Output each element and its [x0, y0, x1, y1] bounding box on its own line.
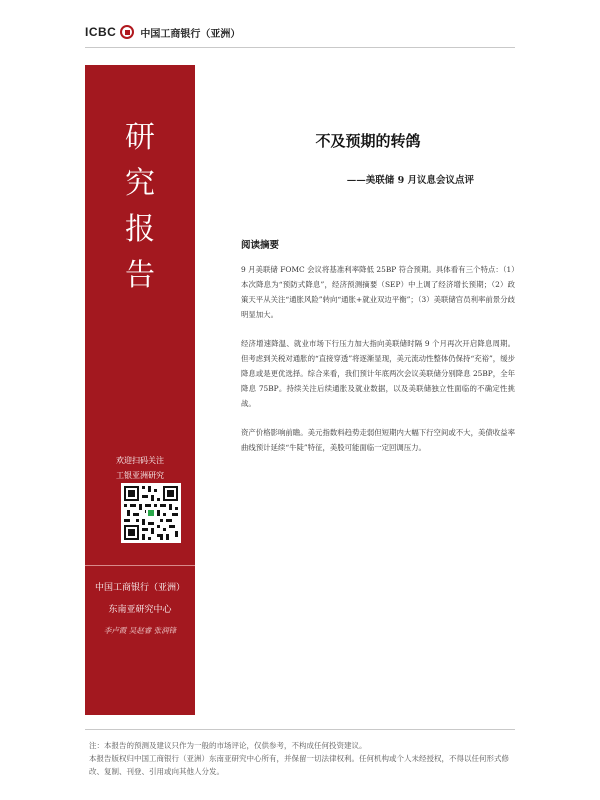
footer-disclaimer — [89, 739, 515, 778]
qr-caption-line: 欢迎扫码关注 — [116, 456, 164, 465]
logo-chinese: 中国工商银行（亚洲） — [140, 28, 241, 40]
organization — [85, 577, 195, 621]
org-name: 中国工商银行（亚洲） — [94, 583, 185, 593]
sidebar — [85, 65, 195, 715]
sidebar-title-char: 报 — [125, 212, 155, 247]
abstract-heading: 阅读摘要 — [241, 240, 280, 251]
sidebar-title-char: 研 — [125, 120, 155, 155]
header-divider — [85, 47, 515, 48]
abstract-paragraph: 经济增速降温、就业市场下行压力加大指向美联储时隔 9 个月再次开启降息周期。但考虑到关税对通胀的“直接穿透”将逐渐显现，美元流动性整体仍保持“充裕”，缓步降息或是更优选择。综合来看，我们预计年底两次会议美联储分别降息 25BP，全年降息 75BP。持续关注后续通胀及就业数据，以及美联储独立性面临的不确定性挑战。 — [241, 339, 515, 408]
sidebar-title-char: 究 — [125, 166, 155, 201]
sidebar-title — [85, 115, 195, 299]
abstract-paragraph: 9 月美联储 FOMC 会议将基准利率降低 25BP 符合预期。具体看有三个特点：（1）本次降息为“预防式降息”，经济预测摘要（SEP）中上调了经济增长预期；（2）政策天平从关注“通胀风险”转向“通胀+就业双边平衡”；（3）美联储官员利率前景分歧明显加大。 — [241, 265, 515, 319]
org-department: 东南亚研究中心 — [108, 605, 172, 615]
abstract-paragraph: 资产价格影响前瞻。美元指数料趋势走弱但短期内大幅下行空间或不大，美债收益率曲线预计延续“牛陡”特征，美股可能面临一定回调压力。 — [241, 428, 515, 452]
report-title: 不及预期的转鸽 — [315, 132, 421, 150]
sidebar-divider — [85, 565, 195, 566]
qr-caption — [85, 453, 195, 483]
authors: 李卢霞 吴赵睿 张润锋 — [103, 626, 177, 635]
logo-latin: ICBC — [85, 25, 117, 39]
page-header — [85, 18, 515, 46]
footer-divider — [85, 729, 515, 730]
abstract-body — [241, 262, 515, 469]
disclaimer-line: 注：本报告的预测及建议只作为一般的市场评论，仅供参考，不构成任何投资建议。 — [89, 741, 367, 750]
report-subtitle: ——美联储 9 月议息会议点评 — [346, 175, 474, 186]
copyright-line: 本报告版权归中国工商银行（亚洲）东南亚研究中心所有，并保留一切法律权利。任何机构或个人未经授权，不得以任何形式修改、复制、刊登、引用或向其他人分发。 — [89, 754, 509, 776]
qr-caption-line: 工银亚洲研究 — [116, 471, 164, 480]
qr-code-image[interactable] — [121, 483, 181, 543]
icbc-logo-icon — [120, 25, 134, 39]
sidebar-title-char: 告 — [125, 258, 155, 293]
